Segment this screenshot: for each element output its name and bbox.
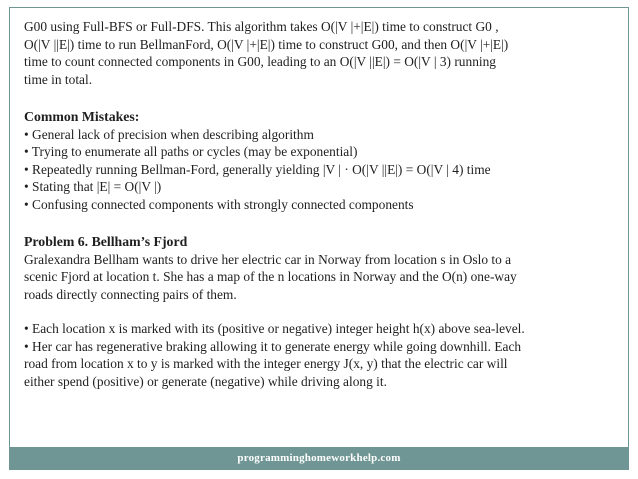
mistake-item: • Stating that |E| = O(|V |) (24, 179, 162, 194)
mistake-item: • Repeatedly running Bellman-Ford, generally yielding |V | · O(|V ||E|) = O(|V | 4) time (24, 161, 491, 177)
intro-line: time to count connected components in G00, leading to an O(|V ||E|) = O(|V | 3) running (24, 54, 497, 69)
intro-line: G00 using Full-BFS or Full-DFS. This algorithm takes O(|V |+|E|) time to construct G0 , (24, 19, 499, 34)
slide (9, 7, 629, 470)
problem-line: Gralexandra Bellham wants to drive her electric car in Norway from location s in Oslo to a (24, 251, 512, 267)
mistake-item: • General lack of precision when describing algorithm (24, 126, 314, 142)
footer-website-link[interactable]: programminghomeworkhelp.com (237, 452, 401, 464)
problem-bullet-line: road from location x to y is marked with the integer energy J(x, y) that the electric car will (24, 356, 508, 371)
slide-content (24, 18, 620, 390)
problem-heading: Problem 6. Bellham’s Fjord (24, 234, 188, 249)
mistake-item: • Confusing connected components with strongly connected components (24, 196, 414, 212)
problem-line: scenic Fjord at location t. She has a map of the n locations in Norway and the O(n) one-way (24, 269, 517, 284)
problem-bullet-line: either spend (positive) or generate (negative) while driving along it. (24, 373, 387, 389)
intro-line: O(|V ||E|) time to run BellmanFord, O(|V |+|E|) time to construct G00, and then O(|V |+|E|) (24, 36, 509, 52)
problem-line: roads directly connecting pairs of them. (24, 286, 237, 302)
intro-line: time in total. (24, 71, 93, 87)
mistake-item: • Trying to enumerate all paths or cycles (may be exponential) (24, 144, 358, 159)
problem-bullet-line: • Each location x is marked with its (positive or negative) integer height h(x) above sea-level. (24, 321, 525, 336)
problem-bullet-line: • Her car has regenerative braking allowing it to generate energy while going downhill. Each (24, 338, 522, 354)
common-mistakes-heading: Common Mistakes: (24, 109, 140, 124)
footer-bar (10, 447, 628, 469)
